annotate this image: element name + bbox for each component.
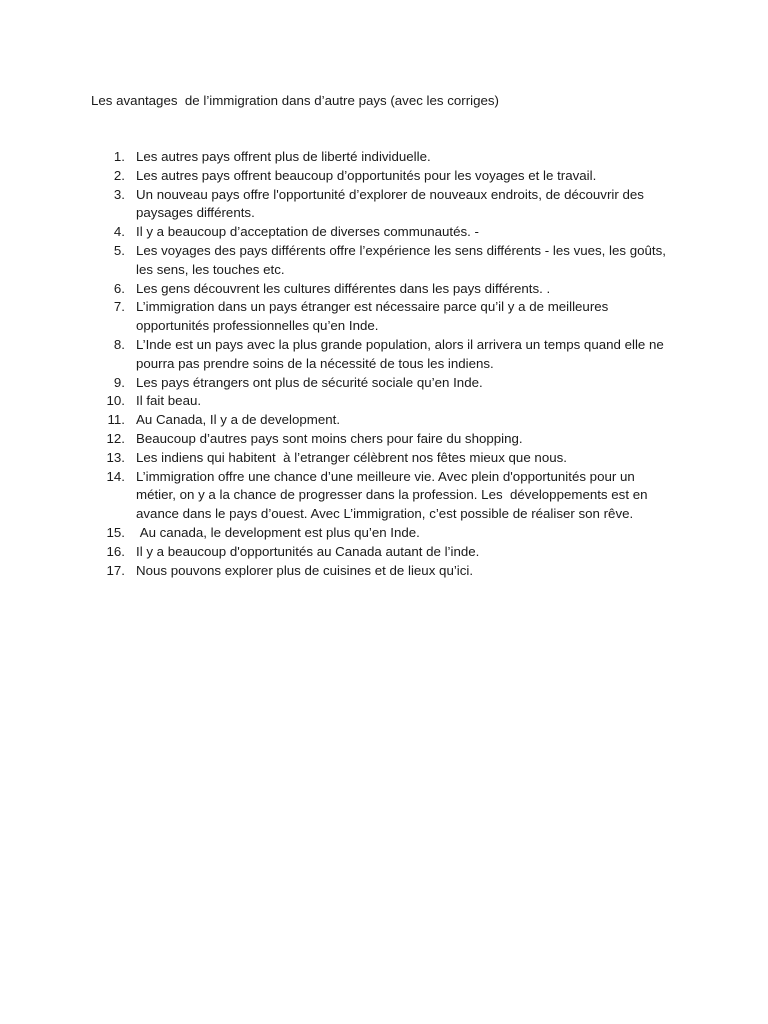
list-item-text: Il fait beau. xyxy=(136,393,202,409)
numbered-list xyxy=(0,148,768,580)
list-item-number: 15. xyxy=(106,524,125,540)
list-item-number: 11. xyxy=(107,412,125,428)
list-item xyxy=(0,167,768,186)
list-item xyxy=(0,449,768,468)
list-item-number: 5. xyxy=(113,242,125,258)
list-item-text: Les autres pays offrent plus de liberté individuelle. xyxy=(136,149,431,164)
list-item-text: Les gens découvrent les cultures différentes dans les pays différents. . xyxy=(136,280,551,296)
list-item-text: L’immigration offre une chance d’une meilleure vie. Avec plein d'opportunités pour un métier, on y a la chance de progresser dans la profession. Les développements est en avance dans le pays d’ouest. Avec L’immigration, c’est possible de réaliser son rêve. xyxy=(136,468,652,522)
list-item xyxy=(0,148,768,167)
list-item xyxy=(0,411,768,430)
list-item-number: 16. xyxy=(106,543,125,559)
list-item-text: Un nouveau pays offre l'opportunité d’explorer de nouveaux endroits, de découvrir des paysages différents. xyxy=(136,186,648,221)
list-item-number: 14. xyxy=(106,468,125,484)
list-item-number: 6. xyxy=(113,280,125,296)
list-item-number: 10. xyxy=(106,393,125,409)
list-item-number: 12. xyxy=(106,430,125,446)
list-item-text: Il y a beaucoup d'opportunités au Canada autant de l’inde. xyxy=(136,543,480,559)
list-item-text: Nous pouvons explorer plus de cuisines et de lieux qu’ici. xyxy=(136,562,474,578)
list-item xyxy=(0,336,768,374)
list-item-number: 13. xyxy=(106,449,125,465)
list-item-text: Il y a beaucoup d’acceptation de diverses communautés. - xyxy=(136,224,479,240)
list-item xyxy=(0,223,768,242)
list-item-number: 9. xyxy=(113,374,125,390)
list-item-number: 4. xyxy=(113,224,125,240)
list-item xyxy=(0,468,768,524)
list-item-number: 7. xyxy=(113,299,125,315)
list-item xyxy=(0,242,768,280)
list-item-text: L’immigration dans un pays étranger est nécessaire parce qu’il y a de meilleures opportunités professionnelles qu’en Inde. xyxy=(136,299,612,334)
list-item-text: Les voyages des pays différents offre l’expérience les sens différents - les vues, les goûts, les sens, les touches etc. xyxy=(136,242,670,277)
list-item xyxy=(0,374,768,393)
list-item xyxy=(0,543,768,562)
list-item xyxy=(0,280,768,299)
list-item-number: 8. xyxy=(113,336,125,352)
list-item xyxy=(0,392,768,411)
list-item-text: Au canada, le development est plus qu’en Inde. xyxy=(136,524,420,540)
list-item-number: 1. xyxy=(113,149,125,164)
list-item-text: L’Inde est un pays avec la plus grande population, alors il arrivera un temps quand elle ne pourra pas prendre soins de la nécessité de tous les indiens. xyxy=(136,336,668,371)
list-item-number: 2. xyxy=(113,167,125,183)
list-item-text: Au Canada, Il y a de development. xyxy=(136,412,341,428)
list-item xyxy=(0,186,768,224)
list-item-text: Les autres pays offrent beaucoup d’opportunités pour les voyages et le travail. xyxy=(136,167,597,183)
list-item xyxy=(0,562,768,581)
list-item-number: 17. xyxy=(106,562,125,578)
document-title: Les avantages de l’immigration dans d’autre pays (avec les corriges) xyxy=(91,93,499,108)
list-item-text: Les indiens qui habitent à l’etranger célèbrent nos fêtes mieux que nous. xyxy=(136,449,567,465)
list-item xyxy=(0,524,768,543)
list-item-number: 3. xyxy=(113,186,125,202)
list-item xyxy=(0,298,768,336)
list-item-text: Les pays étrangers ont plus de sécurité sociale qu’en Inde. xyxy=(136,374,483,390)
list-item xyxy=(0,430,768,449)
list-item-text: Beaucoup d’autres pays sont moins chers pour faire du shopping. xyxy=(136,430,523,446)
